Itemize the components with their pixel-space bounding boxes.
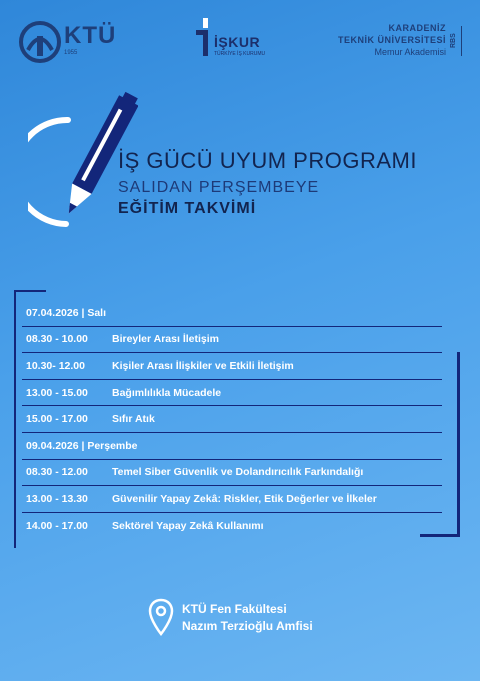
schedule-table [22, 300, 442, 539]
session-topic: Güvenilir Yapay Zekâ: Riskler, Etik Değerler ve İlkeler [112, 492, 377, 505]
karadeniz-logo [338, 22, 462, 58]
iskur-logo [196, 18, 288, 64]
session-row [22, 460, 442, 487]
session-row [22, 380, 442, 407]
day-header [22, 300, 442, 327]
ktu-emblem-icon [18, 20, 62, 64]
title-block [118, 148, 417, 218]
iskur-logo-name: İŞKUR [214, 34, 261, 50]
session-row [22, 406, 442, 433]
program-subtitle: SALIDAN PERŞEMBEYE [118, 179, 320, 196]
session-time: 14.00 - 17.00 [26, 520, 88, 533]
session-time: 08.30 - 12.00 [26, 466, 88, 479]
session-time: 08.30 - 10.00 [26, 333, 88, 346]
header [0, 0, 480, 80]
session-topic: Kişiler Arası İlişkiler ve Etkili İletişim [112, 359, 294, 372]
program-title: İŞ GÜCÜ UYUM PROGRAMI [118, 148, 417, 173]
session-topic: Sıfır Atık [112, 413, 155, 426]
ktu-logo-year: 1955 [64, 50, 78, 56]
rbs-badge: RBS [450, 26, 462, 56]
location-pin-icon [148, 598, 174, 638]
session-topic: Bireyler Arası İletişim [112, 333, 219, 346]
session-topic: Bağımlılıkla Mücadele [112, 386, 222, 399]
session-row [22, 513, 442, 540]
session-time: 13.00 - 13.30 [26, 492, 88, 505]
iskur-logo-subtitle: TÜRKİYE İŞ KURUMU [214, 51, 266, 57]
location-hall: Nazım Terzioğlu Amfisi [182, 619, 313, 633]
session-time: 15.00 - 17.00 [26, 413, 88, 426]
session-time: 10.30- 12.00 [26, 359, 85, 372]
session-row [22, 486, 442, 513]
session-time: 13.00 - 15.00 [26, 386, 88, 399]
karadeniz-line2: TEKNİK ÜNİVERSİTESİ [337, 35, 446, 45]
session-topic: Sektörel Yapay Zekâ Kullanımı [112, 520, 264, 533]
day-header [22, 433, 442, 460]
day-label: 09.04.2026 | Perşembe [26, 439, 138, 452]
ktu-logo [18, 20, 130, 64]
ktu-logo-name: KTÜ [64, 22, 117, 49]
session-topic: Temel Siber Güvenlik ve Dolandırıcılık Farkındalığı [112, 466, 364, 479]
day-label: 07.04.2026 | Salı [26, 306, 107, 319]
session-row [22, 353, 442, 380]
session-row [22, 327, 442, 354]
karadeniz-line1: KARADENİZ [388, 23, 446, 33]
iskur-emblem-icon [196, 18, 214, 58]
location-building: KTÜ Fen Fakültesi [182, 602, 287, 616]
program-calendar-title: EĞİTİM TAKVİMİ [118, 200, 257, 217]
karadeniz-line3: Memur Akademisi [374, 47, 446, 57]
